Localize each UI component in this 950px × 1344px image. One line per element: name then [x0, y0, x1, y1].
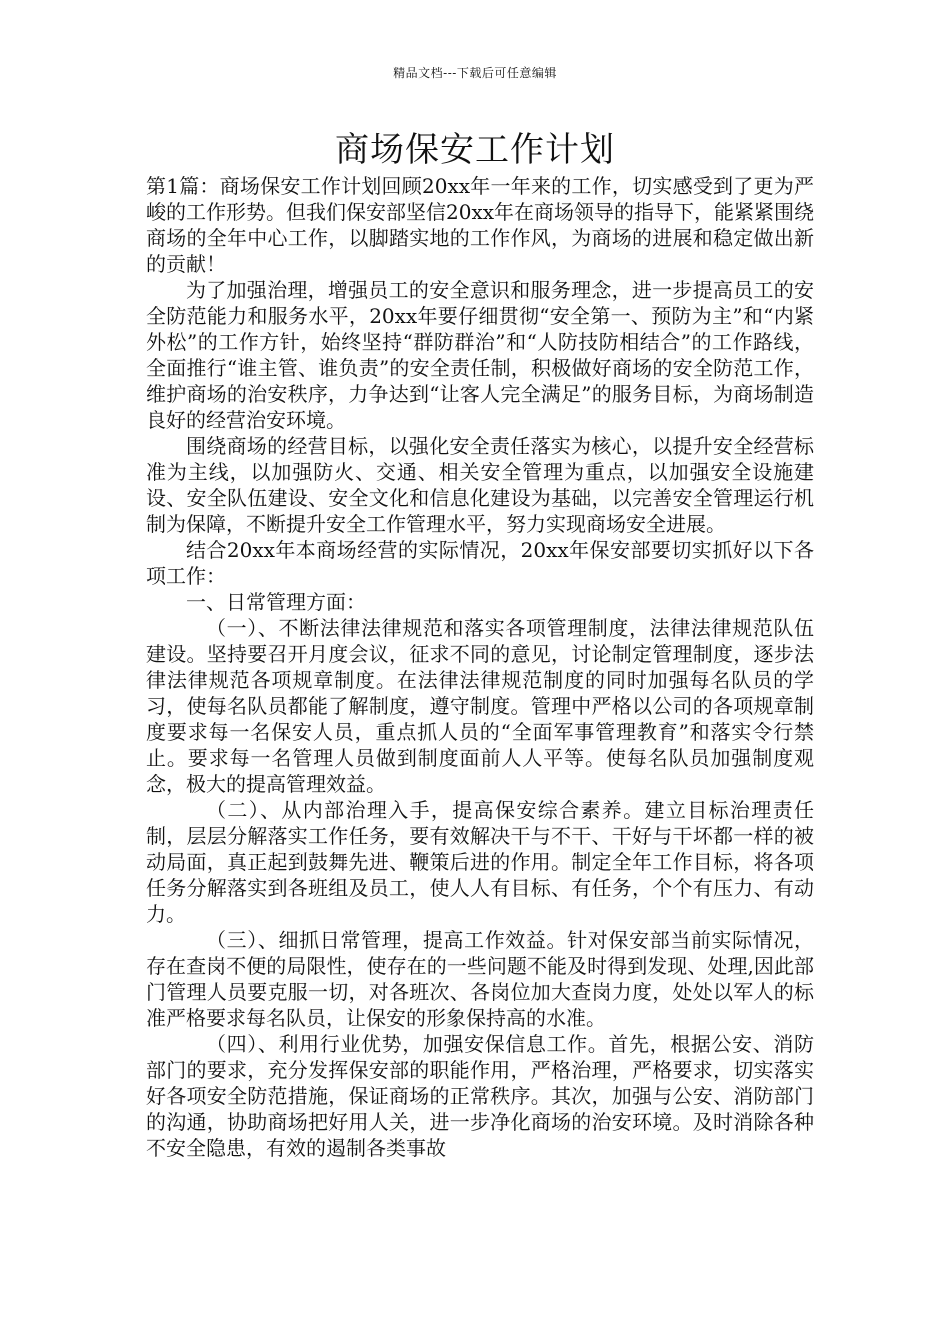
header-note: 精品文档---下载后可任意编辑: [393, 66, 557, 80]
document-title: 商场保安工作计划: [335, 130, 615, 170]
paragraph-intro: 第1篇：商场保安工作计划回顾20xx年一年来的工作，切实感受到了更为严峻的工作形势。但我们保安部坚信20xx年在商场领导的指导下，能紧紧围绕商场的全年中心工作，以脚踏实地的工作作风，为商场的进展和稳定做出新的贡献！: [146, 174, 815, 276]
paragraph-business-goal: 围绕商场的经营目标，以强化安全责任落实为核心，以提升安全经营标准为主线，以加强防火、交通、相关安全管理为重点，以加强安全设施建设、安全队伍建设、安全文化和信息化建设为基础，以完善安全管理运行机制为保障，不断提升安全工作管理水平，努力实现商场安全进展。: [146, 434, 814, 536]
document-body: [146, 173, 814, 1161]
section-heading-daily-management: 一、日常管理方面：: [186, 590, 366, 614]
paragraph-item-1: （一）、不断法律法律规范和落实各项管理制度，法律法律规范队伍建设。坚持要召开月度会议，征求不同的意见，讨论制定管理制度，逐步法律法律规范各项规章制度。在法律法律规范制度的同时加强每名队员的学习，使每名队员都能了解制度，遵守制度。管理中严格以公司的各项规章制度要求每一名保安人员，重点抓人员的“全面军事管理教育”和落实令行禁止。要求每一名管理人员做到制度面前人人平等。使每名队员加强制度观念，极大的提高管理效益。: [146, 616, 814, 796]
paragraph-work-plan-intro: 结合20xx年本商场经营的实际情况，20xx年保安部要切实抓好以下各项工作：: [146, 538, 814, 588]
paragraph-item-4: （四）、利用行业优势，加强安保信息工作。首先，根据公安、消防部门的要求，充分发挥保安部的职能作用，严格治理，严格要求，切实落实好各项安全防范措施，保证商场的正常秩序。其次，加强与公安、消防部门的沟通，协助商场把好用人关，进一步净化商场的治安环境。及时消除各种不安全隐患，有效的遏制各类事故: [146, 1032, 814, 1160]
paragraph-item-2: （二）、从内部治理入手，提高保安综合素养。建立目标治理责任制，层层分解落实工作任务，要有效解决干与不干、干好与干坏都一样的被动局面，真正起到鼓舞先进、鞭策后进的作用。制定全年工作目标，将各项任务分解落实到各班组及员工，使人人有目标、有任务，个个有压力、有动力。: [146, 798, 814, 926]
paragraph-management-goal: 为了加强治理，增强员工的安全意识和服务理念，进一步提高员工的安全防范能力和服务水平，20xx年要仔细贯彻“安全第一、预防为主”和“内紧外松”的工作方针，始终坚持“群防群治”和“人防技防相结合”的工作路线，全面推行“谁主管、谁负责”的安全责任制，积极做好商场的安全防范工作，维护商场的治安秩序，力争达到“让客人完全满足”的服务目标，为商场制造良好的经营治安环境。: [146, 278, 814, 432]
paragraph-item-3: （三）、细抓日常管理，提高工作效益。针对保安部当前实际情况，存在查岗不便的局限性，使存在的一些问题不能及时得到发现、处理,因此部门管理人员要克服一切，对各班次、各岗位加大查岗力度，处处以军人的标准严格要求每名队员，让保安的形象保持高的水准。: [146, 928, 814, 1030]
